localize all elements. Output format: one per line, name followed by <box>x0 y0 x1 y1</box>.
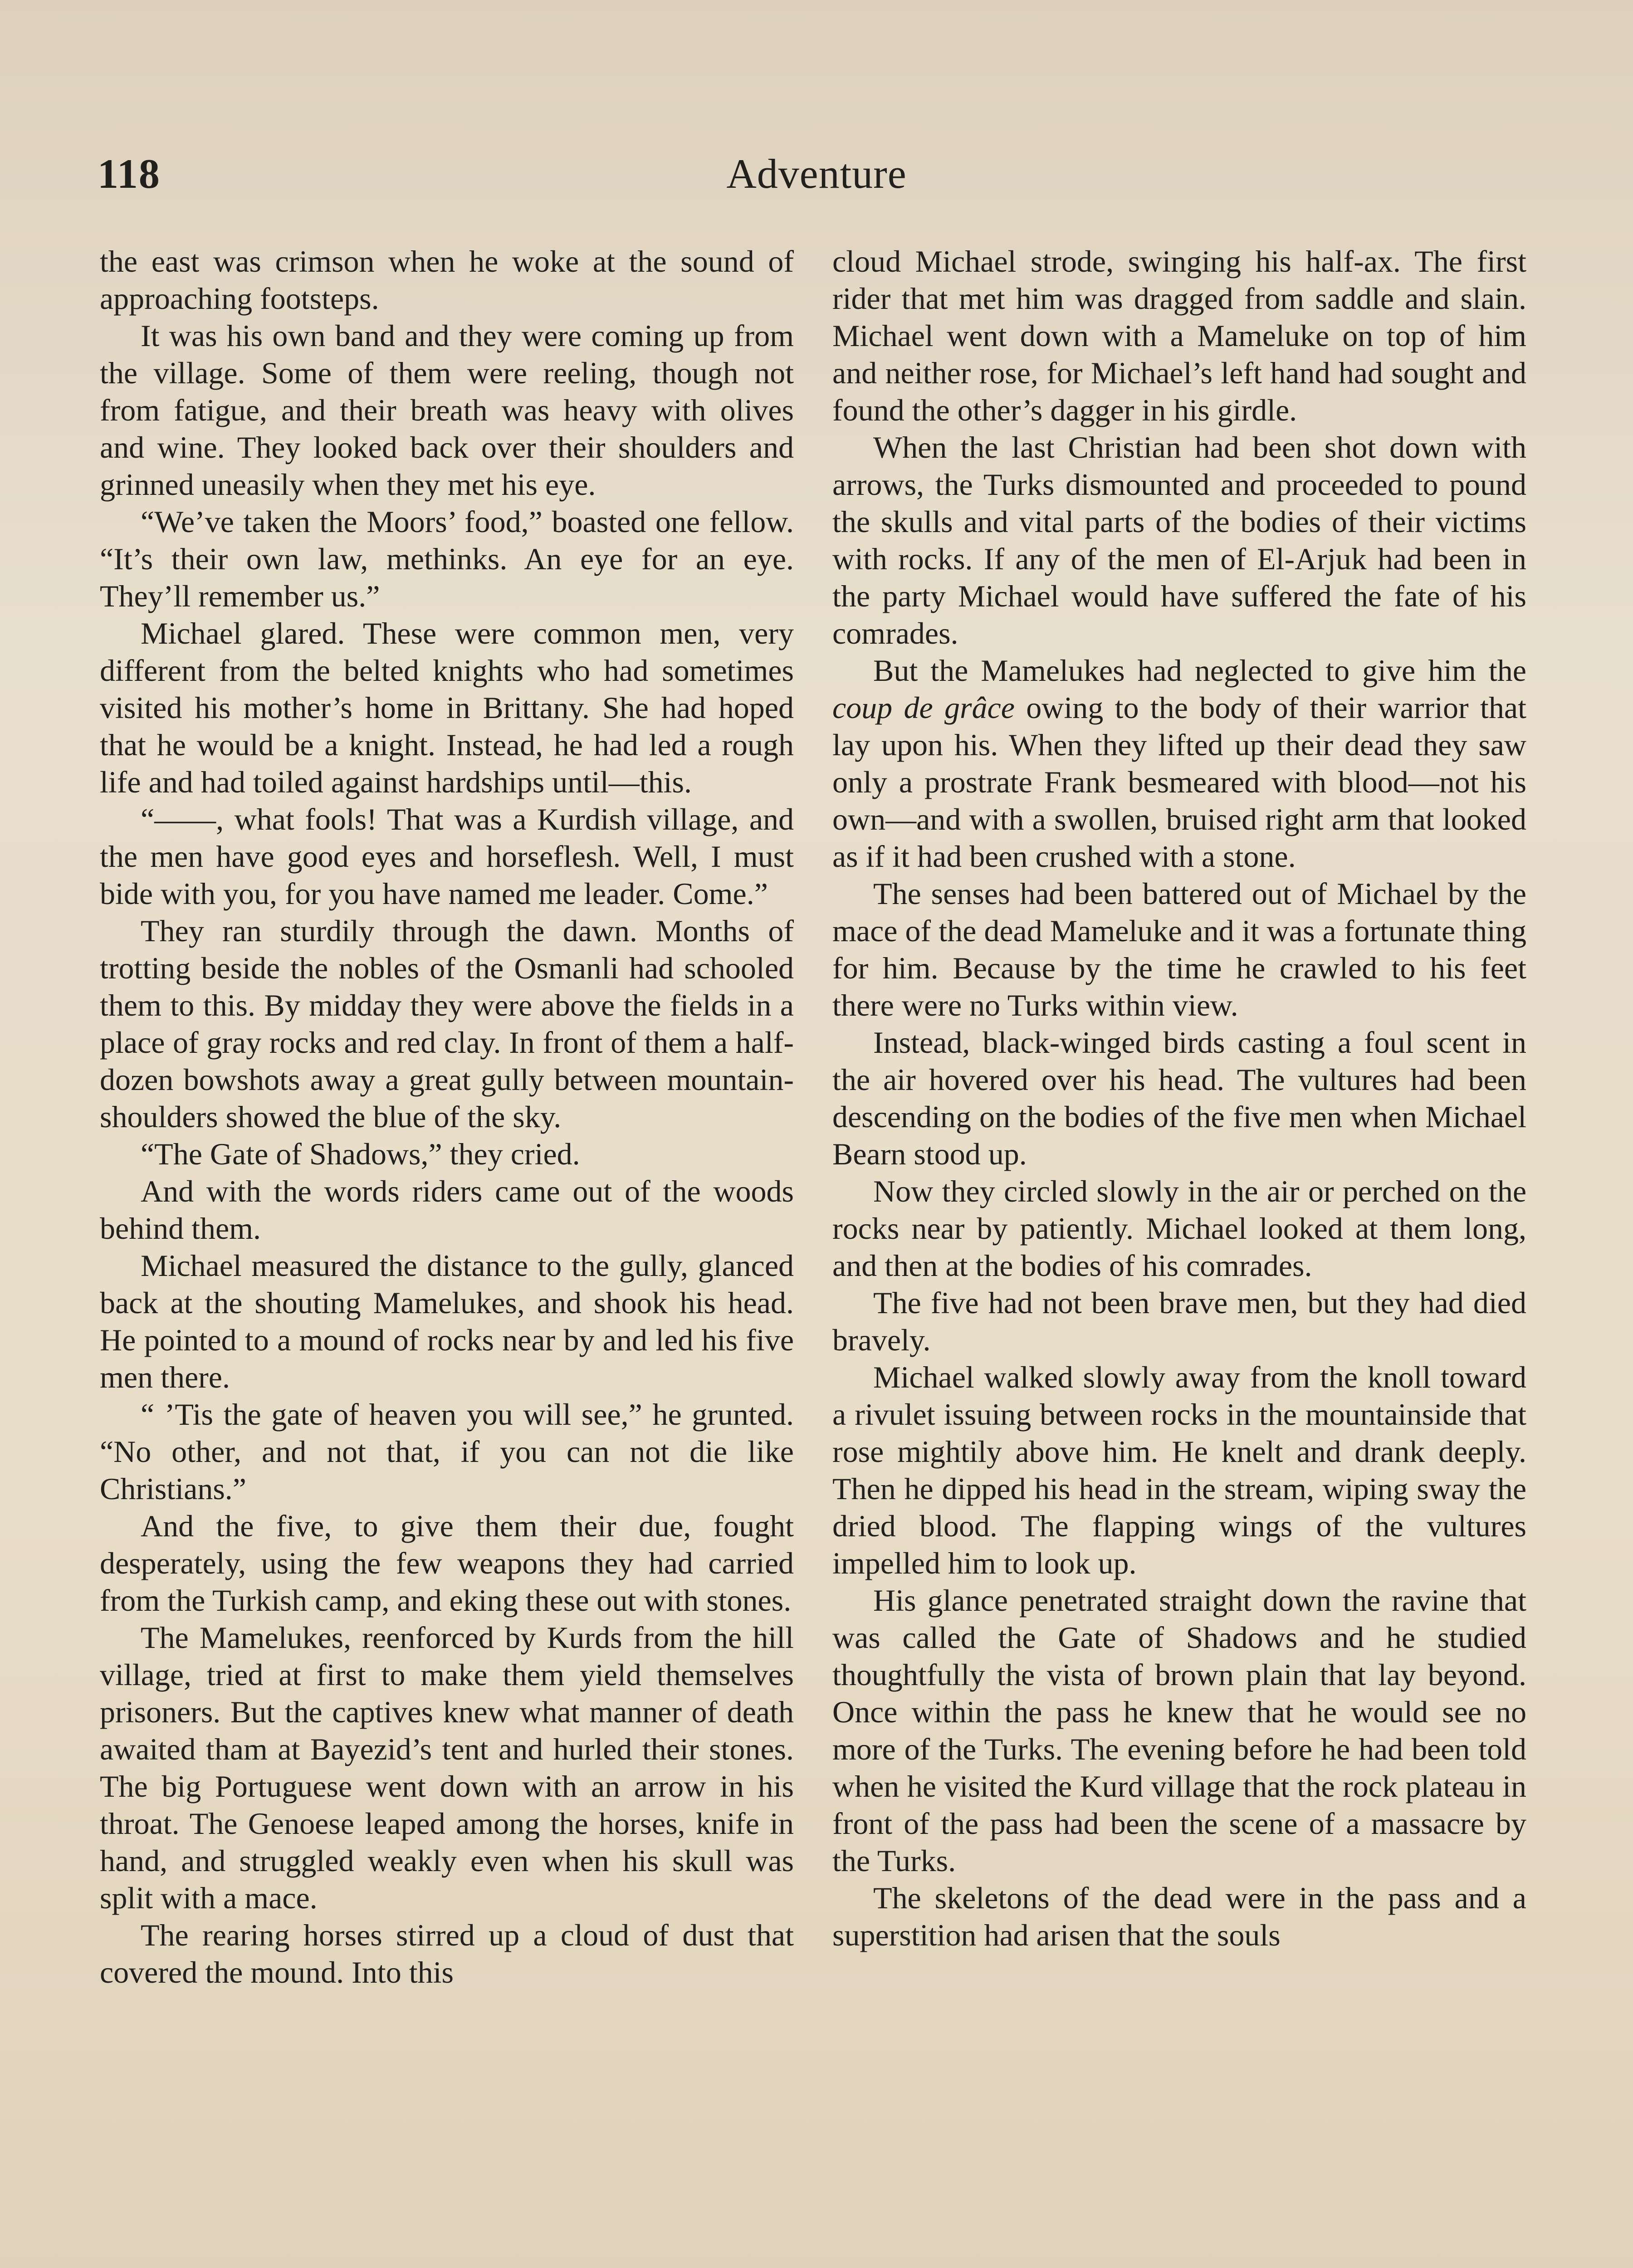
paragraph-text: owing to the body of their warrior that lay upon his. When they lifted up their dead they saw only a prostrate Frank besmeared with blood—not his own—and with a swollen, bruised right arm that looked as if it had been crushed with a stone. <box>832 690 1526 874</box>
paragraph: Michael measured the distance to the gully, glanced back at the shouting Mamelukes, and shook his head. He pointed to a mound of rocks near by and led his five men there. <box>100 1248 794 1394</box>
paragraph: Michael walked slowly away from the knoll toward a rivulet issuing between rocks in the mountainside that rose mightily above him. He knelt and drank deeply. Then he dipped his head in the stream, wiping sway the dried blood. The flapping wings of the vultures impelled him to look up. <box>832 1360 1526 1580</box>
paragraph: cloud Michael strode, swinging his half-ax. The first rider that met him was dragged from saddle and slain. Michael went down with a Mameluke on top of him and neither rose, for Michael’s left hand had sought and found the other’s dagger in his girdle. <box>832 244 1526 427</box>
paragraph: Instead, black-winged birds casting a foul scent in the air hovered over his head. The vultures had been descending on the bodies of the five men when Michael Bearn stood up. <box>832 1025 1526 1171</box>
paragraph: The skeletons of the dead were in the pass and a superstition had arisen that the souls <box>832 1881 1526 1952</box>
paragraph: Michael glared. These were common men, very different from the belted knights who had sometimes visited his mother’s home in Brittany. She had hoped that he would be a knight. Instead, he had led a rough life and had toiled against hardships until—this. <box>100 616 794 799</box>
paragraph: The five had not been brave men, but they had died bravely. <box>832 1286 1526 1357</box>
paragraph: And the five, to give them their due, fought desperately, using the few weapons they had carried from the Turkish camp, and eking these out with stones. <box>100 1509 794 1618</box>
paragraph: The rearing horses stirred up a cloud of dust that covered the mound. Into this <box>100 1918 794 1989</box>
italic-phrase: coup de grâce <box>832 690 1015 725</box>
paragraph <box>832 652 1526 875</box>
paragraph: “The Gate of Shadows,” they cried. <box>141 1137 580 1171</box>
running-title: Adventure <box>726 151 907 197</box>
paragraph: The Mamelukes, reenforced by Kurds from the hill village, tried at first to make them yield themselves prisoners. But the captives knew what manner of death awaited tham at Bayezid’s tent and hurled their stones. The big Portuguese went down with an arrow in his throat. The Genoese leaped among the horses, knife in hand, and struggled weakly even when his skull was split with a mace. <box>100 1620 794 1915</box>
paragraph: The senses had been battered out of Michael by the mace of the dead Mameluke and it was a fortunate thing for him. Because by the time he crawled to his feet there were no Turks within view. <box>832 876 1526 1022</box>
paragraph-text: But the Mamelukes had neglected to give him the <box>873 653 1526 688</box>
paragraph: And with the words riders came out of the woods behind them. <box>100 1174 794 1246</box>
paragraph: His glance penetrated straight down the ravine that was called the Gate of Shadows and he studied thoughtfully the vista of brown plain that lay beyond. Once within the pass he knew that he would see no more of the Turks. The evening before he had been told when he visited the Kurd village that the rock plateau in front of the pass had been the scene of a massacre by the Turks. <box>832 1583 1526 1878</box>
paragraph: It was his own band and they were coming up from the village. Some of them were reeling, though not from fatigue, and their breath was heavy with olives and wine. They looked back over their shoulders and grinned uneasily when they met his eye. <box>100 318 794 502</box>
paragraph: the east was crimson when he woke at the sound of approaching footsteps. <box>100 244 794 316</box>
paragraph: “ ’Tis the gate of heaven you will see,” he grunted. “No other, and not that, if you can not die like Christians.” <box>100 1397 794 1506</box>
paragraph: They ran sturdily through the dawn. Months of trotting beside the nobles of the Osmanli had schooled them to this. By midday they were above the fields in a place of gray rocks and red clay. In front of them a half-dozen bowshots away a great gully between mountain-shoulders showed the blue of the sky. <box>100 914 794 1134</box>
right-column <box>832 243 1526 1954</box>
paragraph: Now they circled slowly in the air or perched on the rocks near by patiently. Michael looked at them long, and then at the bodies of his comrades. <box>832 1174 1526 1283</box>
paragraph: “We’ve taken the Moors’ food,” boasted one fellow. “It’s their own law, methinks. An eye for an eye. They’ll remember us.” <box>100 504 794 613</box>
paragraph: “——, what fools! That was a Kurdish village, and the men have good eyes and horseflesh. Well, I must bide with you, for you have named me leader. Come.” <box>100 802 794 911</box>
paragraph: When the last Christian had been shot down with arrows, the Turks dismounted and proceeded to pound the skulls and vital parts of the bodies of their victims with rocks. If any of the men of El-Arjuk had been in the party Michael would have suffered the fate of his comrades. <box>832 430 1526 650</box>
page-number: 118 <box>98 151 161 197</box>
left-column <box>100 243 794 1991</box>
